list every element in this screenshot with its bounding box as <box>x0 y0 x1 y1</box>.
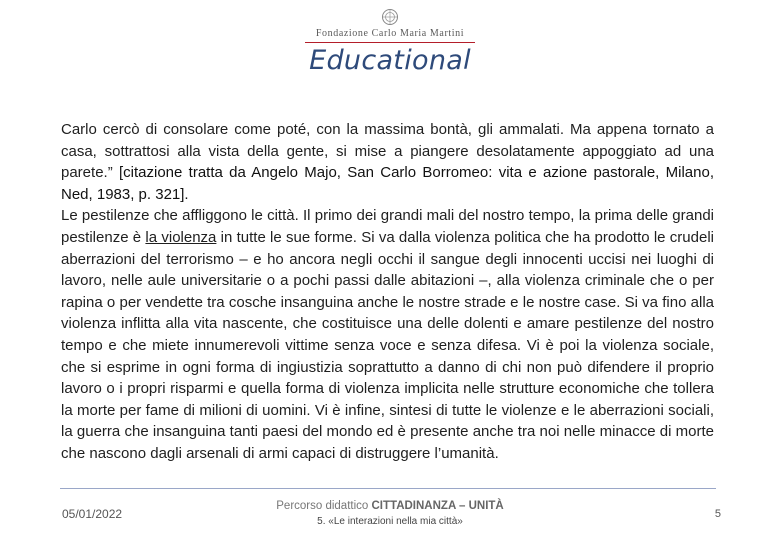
foundation-name: Fondazione Carlo Maria Martini <box>315 28 465 39</box>
header-logo <box>0 8 780 76</box>
document-body <box>61 119 714 465</box>
footer-date: 05/01/2022 <box>62 507 123 521</box>
paragraph-text-before: Le pestilenze che affliggono le città. Il primo dei grandi mali del nostro tempo, la prima delle grandi pestilenze è <box>61 207 714 246</box>
footer-unit-subtitle: 5. «Le interazioni nella mia città» <box>317 516 463 527</box>
slide-footer <box>0 488 780 540</box>
course-title: CITTADINANZA – UNITÀ <box>371 500 504 512</box>
footer-divider <box>60 488 716 489</box>
course-prefix: Percorso didattico <box>276 500 372 512</box>
footer-course <box>0 500 780 512</box>
quote-source: [citazione tratta da Angelo Majo, San Carlo Borromeo: vita e azione pastorale, Milano, Ned, 1983, p. 321]. <box>61 164 714 203</box>
quote-text: Carlo cercò di consolare come poté, con la massima bontà, gli ammalati. Ma appena tornato a casa, sottrattosi alla vista della gente, si mise a piangere desolatamente appoggiato ad una parete.” <box>61 121 714 182</box>
page-number: 5 <box>714 508 721 520</box>
foundation-crest-icon <box>381 8 399 26</box>
underlined-term: la violenza <box>145 228 217 246</box>
header-rule <box>305 42 475 43</box>
paragraph-text-after: in tutte le sue forme. Si va dalla violenza politica che ha prodotto le crudeli aberrazioni del terrorismo – e ho ancora negli occhi il sangue degli innocenti uccisi nei luoghi di lavoro, nelle aule universitarie o a pochi passi dalle abitazioni –, alla violenza criminale che o per rapina o per vendette tra cosche insanguina anche le nostre strade e le nostre case. Si va fino alla violenza inflitta alla vita nascente, che costituisce una delle dolenti e amare pestilenze del nostro tempo e che miete innumerevoli vittime senza voce e senza difesa. Vi è poi la violenza sociale, che si esprime in ogni forma di ingiustizia soprattutto a danno di chi non può difendere il proprio lavoro o i propri risparmi e quella forma di violenza implicita nelle strutture economiche che tollera la morte per fame di milioni di uomini. Vi è infine, sintesi di tutte le violenze e le aberrazioni sociali, la guerra che insanguina tanti paesi del mondo ed è presente anche tra noi nelle minacce di morte che nascono dagli arsenali di armi capaci di distruggere l’umanità. <box>61 228 714 462</box>
educational-title: Educational <box>309 45 471 76</box>
paragraph-quote <box>61 119 714 205</box>
paragraph-pestilenze <box>61 205 714 464</box>
